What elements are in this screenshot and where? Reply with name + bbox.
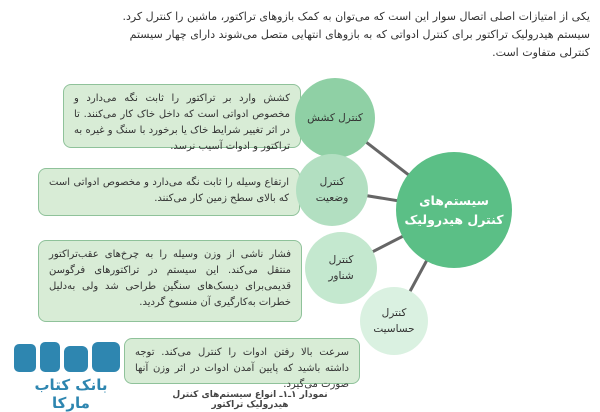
- description-box-pull: کشش وارد بر تراکتور را ثابت نگه می‌دارد و مخصوص ادواتی است که داخل خاک کار می‌کنند. تا در اثر تغییر شرایط خاک یا برخورد با سنگ و غیره به تراکتور و ادوات آسیب نرسد.: [63, 84, 301, 148]
- description-box-float: فشار ناشی از وزن وسیله را به چرخ‌های عقب‌تراکتور منتقل می‌کند. این سیستم در تراکتورهای فرگوسن قدیمی‌برای دیسک‌های سنگین طراحی شد ولی به‌دلیل خطرات به‌کارگیری آن منسوخ گردید.: [38, 240, 302, 322]
- figure-caption: نمودار ۱ـ۱ـ انواع سیستم‌های کنترل هیدرولیک تراکتور: [172, 390, 328, 410]
- description-box-sensitivity: سرعت بالا رفتن ادوات را کنترل می‌کند. توجه داشته باشید که پایین آمدن ادوات در اثر وزن آنها صورت می‌گیرد.: [124, 338, 360, 384]
- node-position-line-1: کنترل: [319, 176, 345, 188]
- node-float-line-1: کنترل: [328, 254, 354, 266]
- logo-mark-icon: [8, 338, 126, 378]
- center-node-line-1: سیستم‌های: [419, 193, 489, 208]
- intro-line-3: کنترلی متفاوت است.: [492, 46, 590, 59]
- intro-line-2: سیستم هیدرولیک تراکتور برای کنترل ادواتی که به بازوهای انتهایی متصل می‌شوند دارای چهار سیستم: [129, 28, 590, 41]
- center-node: [396, 152, 512, 268]
- node-pull-label: کنترل کشش: [307, 112, 363, 124]
- node-sensitivity-line-2: حساسیت: [373, 323, 415, 335]
- logo: [8, 338, 126, 412]
- node-float-line-2: شناور: [328, 270, 354, 282]
- center-node-line-2: کنترل هیدرولیک: [404, 212, 504, 227]
- node-position-control: [296, 154, 368, 226]
- intro-line-1: یکی از امتیازات اصلی اتصال سوار این است که می‌توان به کمک بازوهای تراکتور، ماشین را کنترل کرد.: [122, 10, 590, 23]
- node-sensitivity-line-1: کنترل: [381, 307, 407, 319]
- description-box-position: ارتفاع وسیله را ثابت نگه می‌دارد و مخصوص ادواتی است که بالای سطح زمین کار می‌کنند.: [38, 168, 300, 216]
- node-position-line-2: وضعیت: [315, 192, 349, 204]
- node-sensitivity-control: [360, 287, 428, 355]
- node-float-control: [305, 232, 377, 304]
- node-pull-control: [295, 78, 375, 158]
- logo-text: بانک کتاب مارکا: [34, 376, 108, 412]
